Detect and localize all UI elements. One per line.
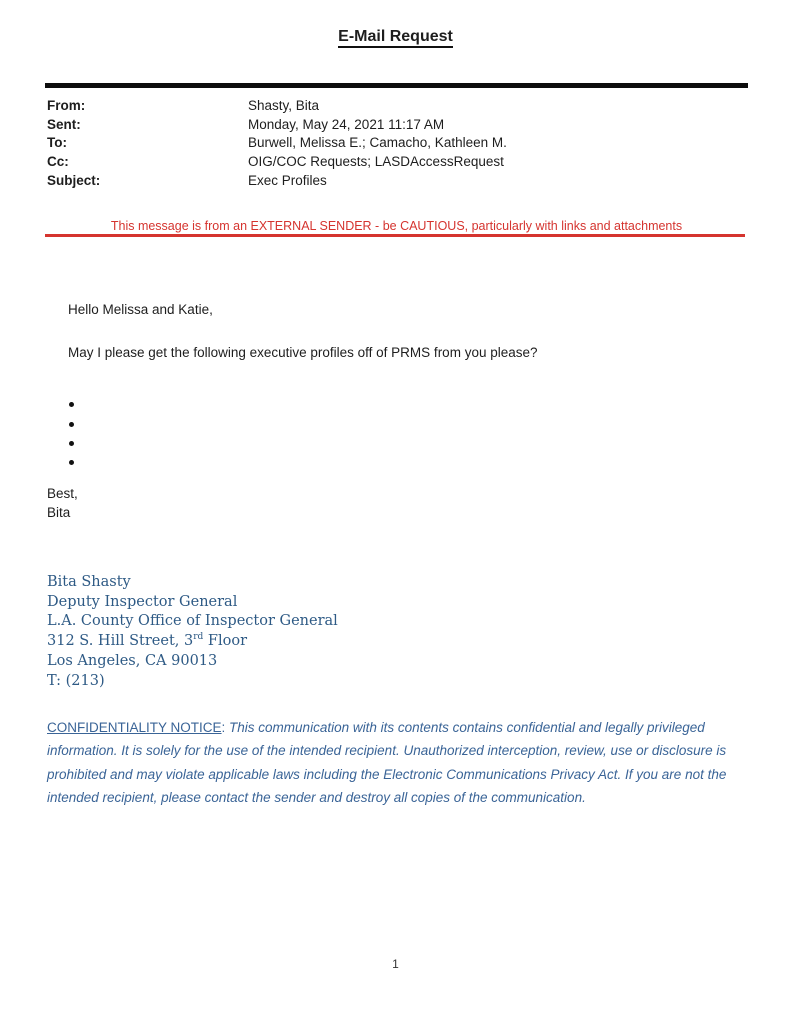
signature-organization: L.A. County Office of Inspector General: [47, 613, 338, 630]
signature-city: Los Angeles, CA 90013: [47, 652, 218, 669]
to-label: To:: [47, 135, 67, 151]
bullet-item: [69, 414, 74, 433]
cc-label: Cc:: [47, 154, 69, 170]
document-title-text: E-Mail Request: [338, 28, 453, 48]
confidentiality-label: CONFIDENTIALITY NOTICE: [47, 720, 222, 735]
email-request-text: May I please get the following executive profiles off of PRMS from you please?: [68, 345, 538, 360]
signature-block: [47, 573, 338, 691]
subject-label: Subject:: [47, 172, 101, 188]
signature-phone: T: (213): [47, 672, 105, 689]
bullet-item: [69, 453, 74, 472]
bullet-icon: [69, 441, 74, 446]
street-suffix: Floor: [203, 633, 247, 650]
page-number: 1: [392, 957, 399, 971]
confidentiality-notice: [47, 716, 735, 810]
signature-name: Bita Shasty: [47, 574, 131, 590]
external-sender-warning: This message is from an EXTERNAL SENDER - be CAUTIOUS, particularly with links and attachments: [110, 219, 683, 233]
email-header-fields: [47, 97, 747, 191]
signoff-word: Best,: [47, 486, 78, 501]
bullet-icon: [69, 460, 74, 465]
subject-value: Exec Profiles: [248, 172, 327, 188]
email-greeting: Hello Melissa and Katie,: [68, 302, 213, 317]
email-signoff: [47, 484, 78, 522]
header-top-divider: [45, 83, 748, 88]
from-label: From:: [47, 98, 86, 113]
bullet-item: [69, 434, 74, 453]
confidentiality-text: This communication with its contents contains confidential and legally privileged information. It is solely for the use of the intended recipient. Unauthorized interception, review, use or disclosure is prohibited and may violate applicable laws including the Electronic Communications Privacy Act. If you are not the intended recipient, please contact the sender and destroy all copies of the communication.: [47, 720, 727, 806]
warning-divider: [45, 234, 745, 237]
to-value: Burwell, Melissa E.; Camacho, Kathleen M.: [248, 135, 507, 151]
cc-value: OIG/COC Requests; LASDAccessRequest: [248, 154, 504, 170]
bullet-icon: [69, 402, 74, 407]
sent-value: Monday, May 24, 2021 11:17 AM: [248, 116, 445, 132]
street-main: 312 S. Hill Street, 3: [47, 633, 194, 650]
confidentiality-separator: :: [221, 720, 230, 735]
sent-label: Sent:: [47, 116, 81, 132]
bullet-item: [69, 395, 74, 414]
from-value: Shasty, Bita: [248, 98, 320, 113]
signature-street: [47, 632, 338, 652]
signoff-name: Bita: [47, 505, 71, 520]
signature-job-title: Deputy Inspector General: [47, 593, 238, 610]
street-ordinal: rd: [193, 632, 204, 643]
bullet-list: [69, 395, 74, 473]
document-title: [0, 28, 791, 46]
bullet-icon: [69, 422, 74, 427]
